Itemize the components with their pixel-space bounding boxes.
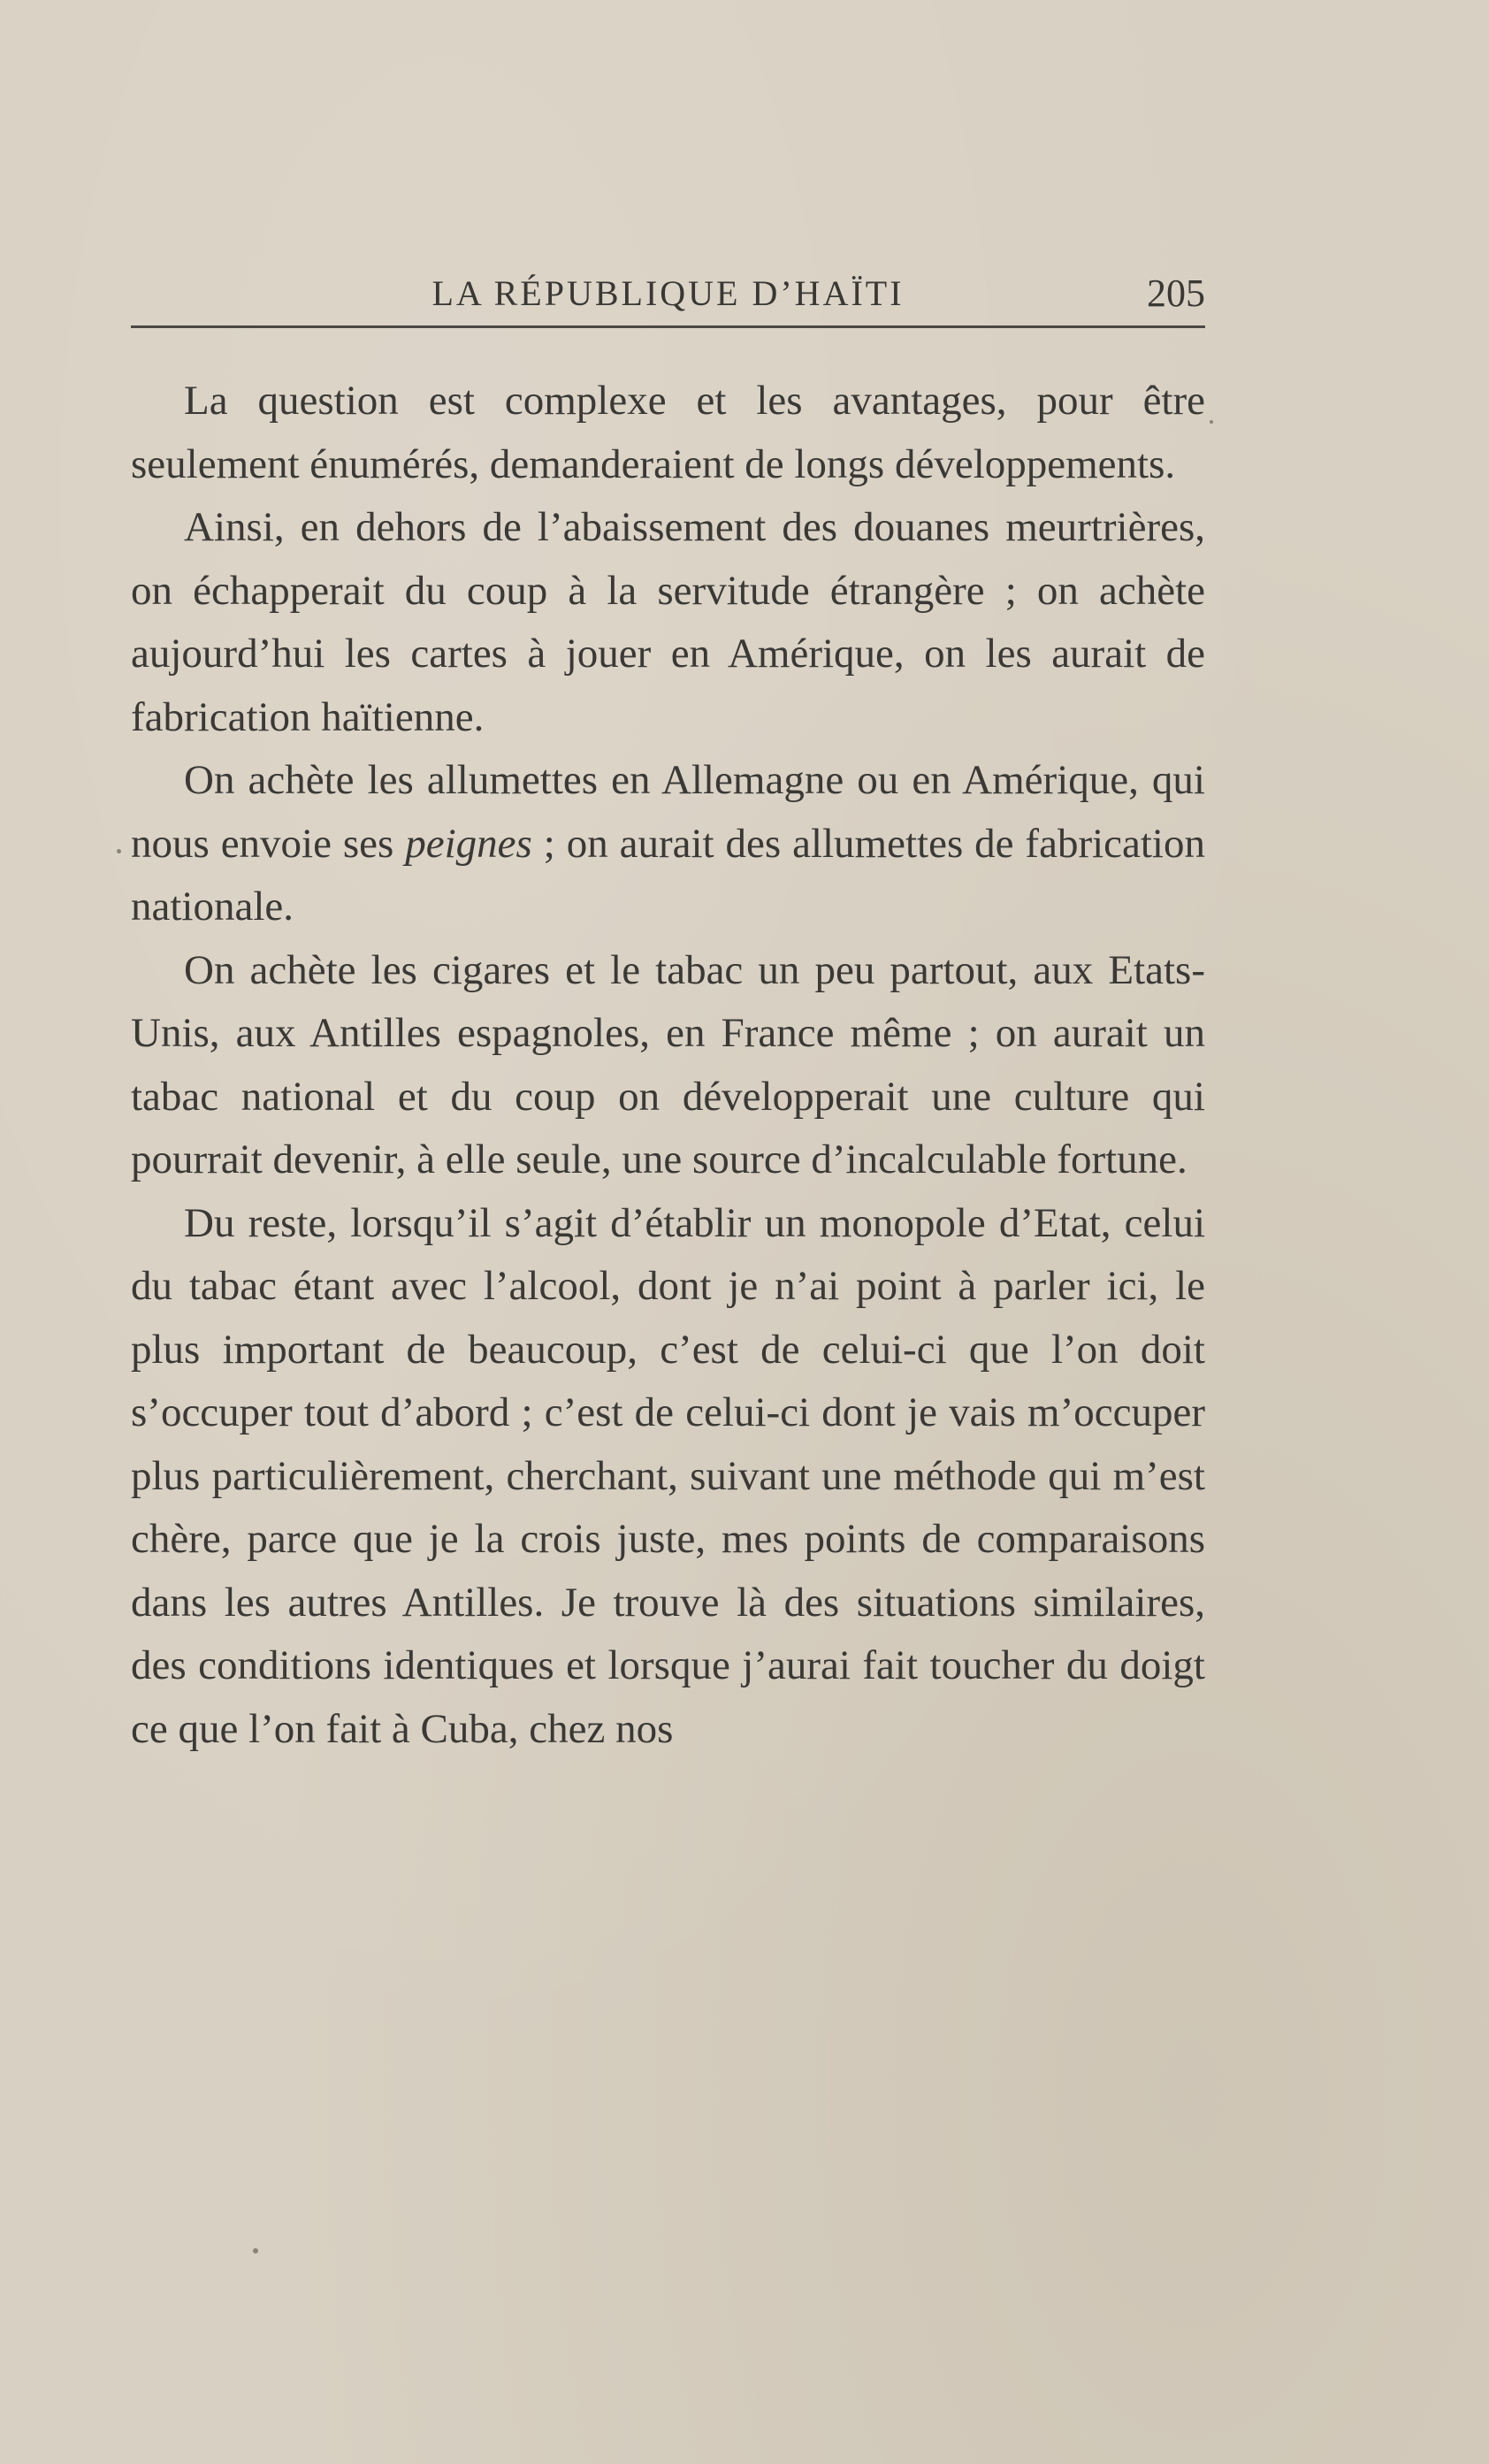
paragraph — [131, 749, 1205, 939]
paragraph-text: On achète les allumettes en Allemagne ou en Amérique, qui nous envoie ses — [131, 757, 1205, 867]
body-text — [131, 370, 1205, 1761]
paragraph: La question est complexe et les avantages, pour être seulement énumérés, demanderaient de longs développements. — [131, 378, 1205, 487]
paragraph: Ainsi, en dehors de l’abaissement des douanes meurtrières, on échapperait du coup à la servitude étrangère ; on achète aujourd’hui les cartes à jouer en Amérique, on les aurait de fabrication haïtienne. — [131, 504, 1205, 740]
page-number: 205 — [1147, 272, 1205, 315]
paper-speck — [253, 2248, 258, 2254]
paper-speck — [117, 849, 121, 853]
paragraph-text: ; on aurait des allumettes de fabrication nationale. — [131, 820, 1205, 930]
italic-word: peignes — [405, 820, 532, 867]
running-title: LA RÉPUBLIQUE D’HAÏTI — [431, 273, 905, 313]
paper-speck — [1210, 420, 1213, 424]
header-rule — [131, 325, 1205, 328]
running-head — [131, 267, 1205, 327]
paragraph: Du reste, lorsqu’il s’agit d’établir un monopole d’Etat, celui du tabac étant avec l’alcool, dont je n’ai point à parler ici, le plus important de beaucoup, c’est de celui-ci que l’on doit s’occuper tout d’abord ; c’est de celui-ci dont je vais m’occuper plus particulièrement, cherchant, suivant une méthode qui m’est chère, parce que je la crois juste, mes points de comparaisons dans les autres Antilles. Je trouve là des situations similaires, des conditions identiques et lorsque j’aurai fait toucher du doigt ce que l’on fait à Cuba, chez nos — [131, 1199, 1205, 1752]
paragraph: On achète les cigares et le tabac un peu partout, aux Etats-Unis, aux Antilles espagnoles, en France même ; on aurait un tabac national et du coup on développerait une culture qui pourrait devenir, à elle seule, une source d’incalculable fortune. — [131, 946, 1205, 1182]
